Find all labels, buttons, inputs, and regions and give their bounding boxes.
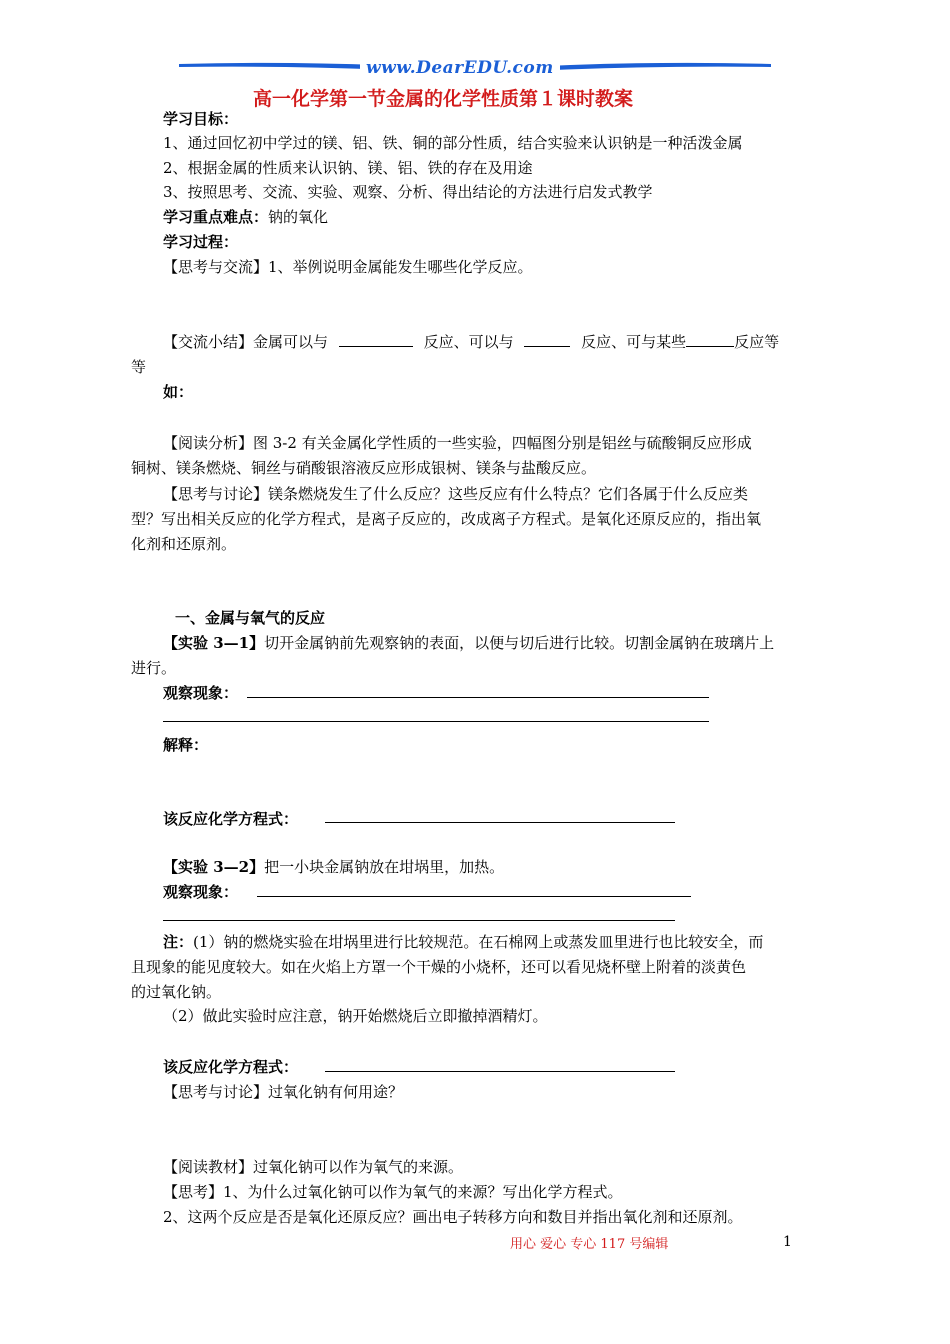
- process-heading: 学习过程：: [163, 233, 239, 251]
- key-point-text: 钠的氧化: [268, 208, 329, 226]
- blank-line: [339, 330, 413, 347]
- answer-line: [247, 697, 709, 698]
- experiment-1-text: 切开金属钠前先观察钠的表面，以便与切后进行比较。切割金属钠在玻璃片上: [264, 634, 775, 652]
- blank-line: [686, 330, 734, 347]
- experiment-1-cont: 进行。: [131, 659, 177, 677]
- summary-wrap: 等: [131, 358, 147, 376]
- equation-label: 该反应化学方程式：: [163, 1058, 299, 1076]
- blank-line: [524, 330, 570, 347]
- read-textbook: 【阅读教材】过氧化钠可以作为氧气的来源。: [163, 1158, 464, 1176]
- site-url: www.DearEDU.com: [360, 58, 560, 78]
- objectives-heading: 学习目标：: [163, 110, 239, 128]
- experiment-2: [163, 855, 504, 879]
- objective-item: 1、通过回忆初中学过的镁、铝、铁、铜的部分性质，结合实验来认识钠是一种活泼金属: [163, 134, 743, 152]
- summary-part-1: 【交流小结】金属可以与: [163, 333, 329, 351]
- reading-analysis-line: 铜树、镁条燃烧、铜丝与硝酸银溶液反应形成银树、镁条与盐酸反应。: [131, 459, 597, 477]
- observe-label: 观察现象：: [163, 883, 239, 901]
- reading-analysis-line: 【阅读分析】图 3-2 有关金属化学性质的一些实验，四幅图分别是铝丝与硫酸铜反应形成: [163, 434, 752, 452]
- think-discuss-line: 型？写出相关反应的化学方程式，是离子反应的，改成离子方程式。是氧化还原反应的，指出氧: [131, 510, 762, 528]
- experiment-1-label: 【实验 3—1】: [163, 634, 265, 652]
- exchange-summary: [163, 330, 779, 354]
- objective-item: 3、按照思考、交流、实验、观察、分析、得出结论的方法进行启发式教学: [163, 183, 653, 201]
- answer-line: [163, 721, 709, 722]
- section-heading: 一、金属与氧气的反应: [175, 609, 326, 627]
- think-question: 2、这两个反应是否是氧化还原反应？画出电子转移方向和数目并指出氧化剂和还原剂。: [163, 1208, 743, 1226]
- experiment-2-label: 【实验 3—2】: [163, 858, 265, 876]
- note-line: [163, 930, 763, 954]
- observe-label: 观察现象：: [163, 684, 239, 702]
- summary-part-4: 反应等: [734, 333, 780, 351]
- experiment-1: [163, 631, 774, 655]
- think-discuss-2: 【思考与讨论】过氧化钠有何用途？: [163, 1083, 404, 1101]
- think-discuss-line: 【思考与讨论】镁条燃烧发生了什么反应？这些反应有什么特点？它们各属于什么反应类: [163, 485, 749, 503]
- summary-part-3: 反应、可与某些: [581, 333, 687, 351]
- note-label: 注：: [163, 933, 194, 951]
- footer-text: 用心 爱心 专心 117 号编辑: [510, 1237, 669, 1252]
- key-point-label: 学习重点难点：: [163, 208, 269, 226]
- answer-line: [325, 1071, 675, 1072]
- think-exchange: 【思考与交流】1、举例说明金属能发生哪些化学反应。: [163, 258, 533, 276]
- objective-item: 2、根据金属的性质来认识钠、镁、铝、铁的存在及用途: [163, 159, 533, 177]
- key-point: [163, 205, 328, 229]
- summary-part-2: 反应、可以与: [423, 333, 514, 351]
- example-label: 如：: [163, 383, 194, 401]
- note-line: 且现象的能见度较大。如在火焰上方罩一个干燥的小烧杯，还可以看见烧杯壁上附着的淡黄色: [131, 958, 747, 976]
- equation-label: 该反应化学方程式：: [163, 810, 299, 828]
- think-question: 【思考】1、为什么过氧化钠可以作为氧气的来源？写出化学方程式。: [163, 1183, 623, 1201]
- explain-label: 解释：: [163, 736, 209, 754]
- note-line: 的过氧化钠。: [131, 983, 222, 1001]
- answer-line: [257, 896, 691, 897]
- page-title: 高一化学第一节金属的化学性质第１课时教案: [253, 88, 634, 110]
- experiment-2-text: 把一小块金属钠放在坩埚里，加热。: [264, 858, 505, 876]
- answer-line: [325, 822, 675, 823]
- answer-line: [163, 920, 675, 921]
- page-number: 1: [783, 1234, 792, 1250]
- note-text: (1）钠的燃烧实验在坩埚里进行比较规范。在石棉网上或蒸发皿里进行也比较安全，而: [193, 933, 764, 951]
- think-discuss-line: 化剂和还原剂。: [131, 535, 237, 553]
- note-line: （2）做此实验时应注意，钠开始燃烧后立即撤掉酒精灯。: [163, 1007, 548, 1025]
